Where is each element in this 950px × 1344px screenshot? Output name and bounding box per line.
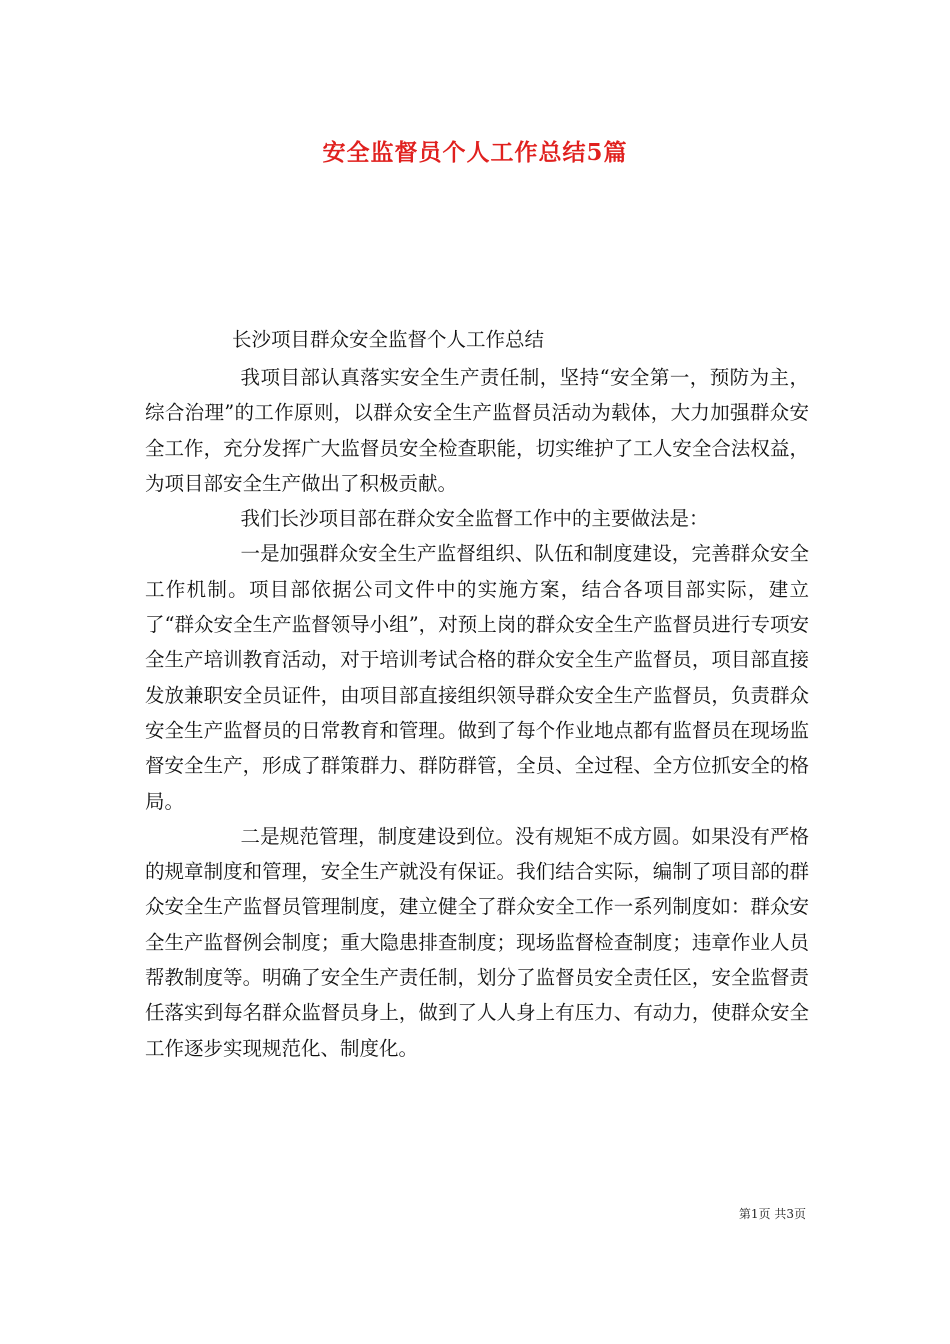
document-subtitle: 长沙项目群众安全监督个人工作总结 xyxy=(232,328,545,351)
document-body xyxy=(145,360,809,1066)
paragraph-point-two: 二是规范管理，制度建设到位。没有规矩不成方圆。如果没有严格的规章制度和管理，安全生产就没有保证。我们结合实际，编制了项目部的群众安全生产监督员管理制度，建立健全了群众安全工作一系列制度如：群众安全生产监督例会制度；重大隐患排查制度；现场监督检查制度；违章作业人员帮教制度等。明确了安全生产责任制，划分了监督员安全责任区，安全监督责任落实到每名群众监督员身上，做到了人人身上有压力、有动力，使群众安全工作逐步实现规范化、制度化。 xyxy=(145,824,809,1060)
paragraph-point-one: 一是加强群众安全生产监督组织、队伍和制度建设，完善群众安全工作机制。项目部依据公司文件中的实施方案，结合各项目部实际，建立了“群众安全生产监督领导小组”，对预上岗的群众安全生产监督员进行专项安全生产培训教育活动，对于培训考试合格的群众安全生产监督员，项目部直接发放兼职安全员证件，由项目部直接组织领导群众安全生产监督员，负责群众安全生产监督员的日常教育和管理。做到了每个作业地点都有监督员在现场监督安全生产，形成了群策群力、群防群管，全员、全过程、全方位抓安全的格局。 xyxy=(145,542,809,813)
paragraph-main-practices: 我们长沙项目部在群众安全监督工作中的主要做法是： xyxy=(240,507,709,531)
page-number: 第1页 共3页 xyxy=(738,1207,806,1221)
paragraph-intro: 我项目部认真落实安全生产责任制，坚持“安全第一，预防为主，综合治理”的工作原则，以群众安全生产监督员活动为载体，大力加强群众安全工作，充分发挥广大监督员安全检查职能，切实维护了工人安全合法权益，为项目部安全生产做出了积极贡献。 xyxy=(145,366,809,495)
page-title: 安全监督员个人工作总结5篇 xyxy=(322,139,628,166)
